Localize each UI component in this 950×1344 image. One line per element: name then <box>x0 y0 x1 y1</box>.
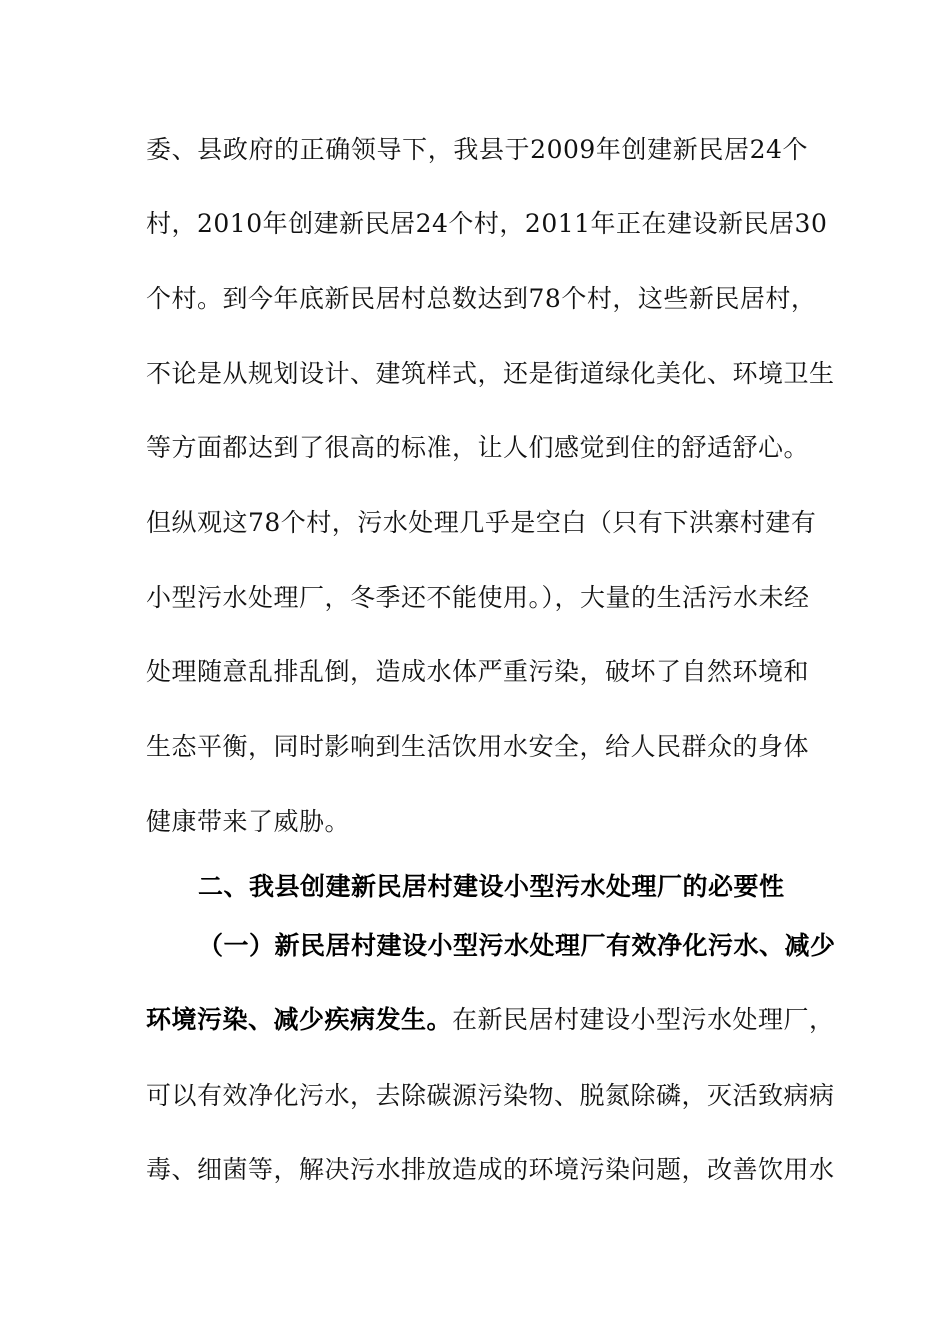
body-text-line: 等方面都达到了很高的标准，让人们感觉到住的舒适舒心。 <box>146 433 810 462</box>
body-text-line: 小型污水处理厂，冬季还不能使用。），大量的生活污水未经 <box>146 583 810 612</box>
section-heading: 二、我县创建新民居村建设小型污水处理厂的必要性 <box>198 872 785 901</box>
body-text-line: 委、县政府的正确领导下，我县于2009年创建新民居24个 <box>146 135 808 164</box>
body-text-line: 毒、细菌等，解决污水排放造成的环境污染问题，改善饮用水 <box>146 1155 835 1184</box>
mixed-text-line <box>146 1004 835 1036</box>
body-text-line: 可以有效净化污水，去除碳源污染物、脱氮除磷，灭活致病病 <box>146 1081 835 1110</box>
body-text-line: 生态平衡，同时影响到生活饮用水安全，给人民群众的身体 <box>146 732 810 761</box>
subheading-line: （一）新民居村建设小型污水处理厂有效净化污水、减少 <box>198 931 836 960</box>
body-text-line: 不论是从规划设计、建筑样式，还是街道绿化美化、环境卫生 <box>146 359 835 388</box>
subheading-tail: 环境污染、减少疾病发生。 <box>146 1005 453 1034</box>
body-text-line: 个村。到今年底新民居村总数达到78个村，这些新民居村， <box>146 284 817 313</box>
body-text-line: 但纵观这78个村，污水处理几乎是空白（只有下洪寨村建有 <box>146 508 817 537</box>
body-text-span: 在新民居村建设小型污水处理厂， <box>452 1005 835 1034</box>
body-text-line: 健康带来了威胁。 <box>146 807 351 836</box>
body-text-line: 处理随意乱排乱倒，造成水体严重污染，破坏了自然环境和 <box>146 657 810 686</box>
body-text-line: 村，2010年创建新民居24个村，2011年正在建设新民居30 <box>146 209 828 238</box>
